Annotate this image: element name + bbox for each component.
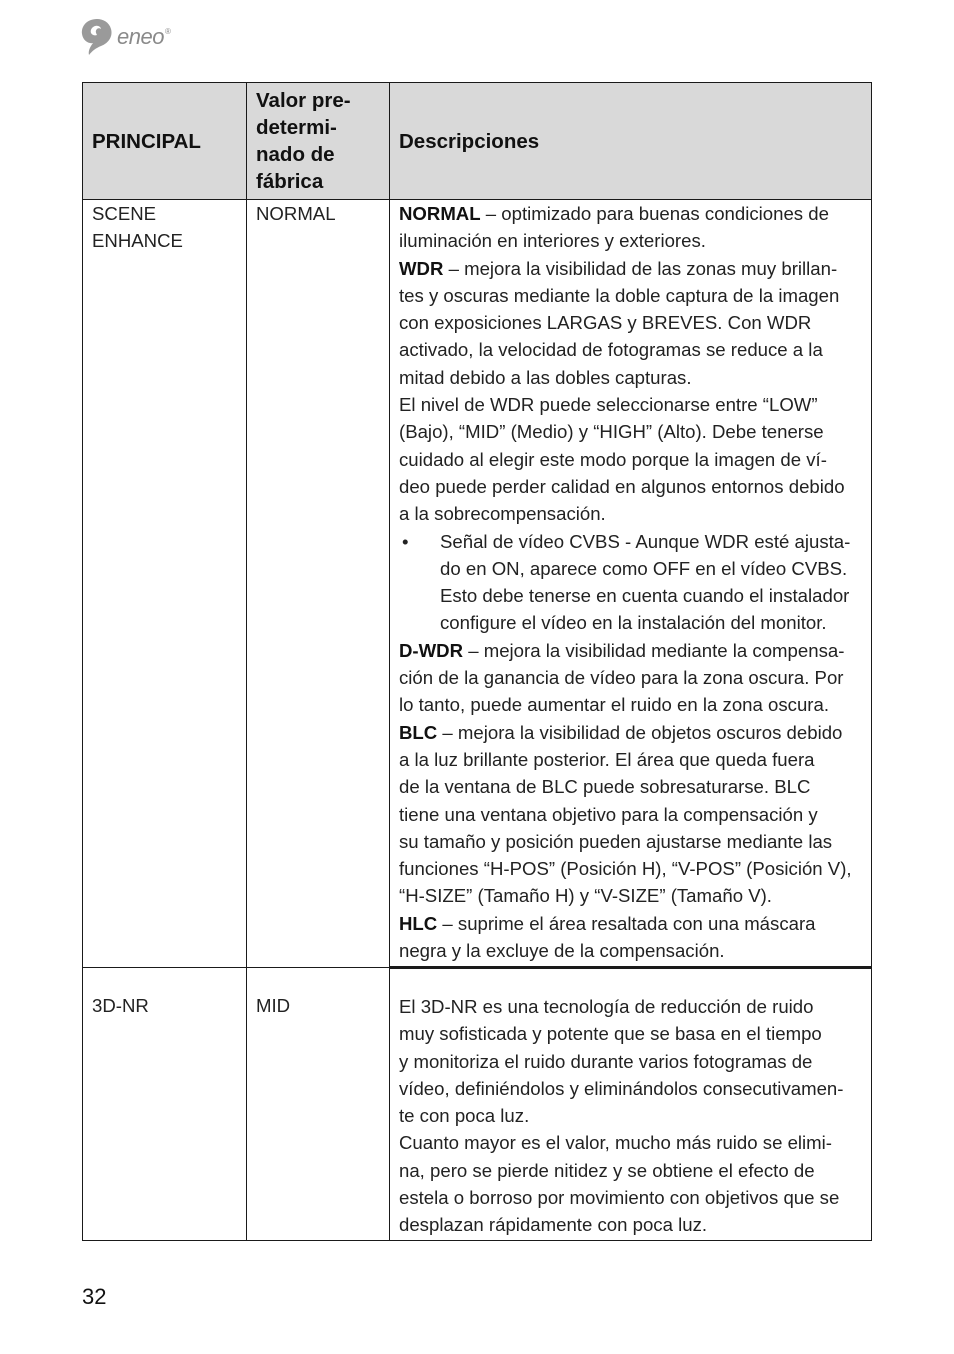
header-default-value: Valor pre- determi- nado de fábrica (247, 83, 390, 200)
header-descriptions: Descripciones (390, 83, 872, 200)
row-name: SCENE ENHANCE (83, 200, 247, 968)
row-default-value: MID (247, 968, 390, 1241)
eneo-logo-icon (80, 17, 114, 57)
desc-dwdr: D-WDR – mejora la visibilidad mediante la compensa- (399, 639, 845, 661)
bullet-cvbs: • Señal de vídeo CVBS - Aunque WDR esté ajusta- do en ON, aparece como OFF en el vídeo CVBS. Esto debe tenerse en cuenta cuando el instalador configure el vídeo en la instalación del monitor. (399, 528, 862, 637)
table-header-row (83, 83, 872, 200)
desc-wdr-level: El nivel de WDR puede seleccionarse entre “LOW” (399, 394, 818, 416)
row-description: NORMAL – optimizado para buenas condiciones de iluminación en interiores y exteriores. WDR – mejora la visibilidad de las zonas muy brillan- tes y oscuras mediante la doble captura de la imagen con exposiciones LARGAS y BREVES. Con WDR activado, la velocidad de fotogramas se reduce a la mitad debido a las dobles capturas. El nivel de WDR puede seleccionarse entre “LOW” (Bajo), “MID” (Medio) y “HIGH” (Alto). Debe tenerse cuidado al elegir este modo porque la imagen de ví- deo puede perder calidad en algunos entornos debido a la sobrecompensación. • Señal de vídeo CVBS - Aunque WDR esté ajusta- do en ON, aparece como OFF en el vídeo CVBS. Esto debe tenerse en cuenta cuando el instalador configure el vídeo en la instalación del monitor. D-WDR – mejora la visibilidad mediante la compensa- ción de la ganancia de vídeo para la zona oscura. Por lo tanto, puede aumentar el ruido en la zona oscura. BLC – mejora la visibilidad de objetos oscuros debido a la luz brillante posterior. El área que queda fuera de la ventana de BLC puede sobresaturarse. BLC tiene una ventana objetivo para la compensación y su tamaño y posición pueden ajustarse mediante las funciones “H-POS” (Posición H), “V-POS” (Posición V), “H-SIZE” (Tamaño H) y “V-SIZE” (Tamaño V). HLC – suprime el área resaltada con una máscara negra y la excluye de la compensación. (390, 200, 872, 968)
settings-table (82, 82, 872, 1241)
desc-hlc: HLC – suprime el área resaltada con una máscara (399, 912, 816, 934)
desc-normal: NORMAL – optimizado para buenas condiciones de (399, 203, 829, 224)
row-default-value: NORMAL (247, 200, 390, 968)
desc-wdr: WDR – mejora la visibilidad de las zonas muy brillan- (399, 257, 838, 279)
header-principal: PRINCIPAL (83, 83, 247, 200)
row-name: 3D-NR (83, 968, 247, 1241)
table-row-3d-nr (83, 968, 872, 1241)
brand-logo (80, 16, 170, 58)
row-description: El 3D-NR es una tecnología de reducción de ruido muy sofisticada y potente que se basa en el tiempo y monitoriza el ruido durante varios fotogramas de vídeo, definiéndolos y eliminándolos consecutivamen- te con poca luz. Cuanto mayor es el valor, mucho más ruido se elimi- na, pero se pierde nitidez y se obtiene el efecto de estela o borroso por movimiento con objetivos que se desplazan rápidamente con poca luz. (390, 968, 872, 1241)
logo-wordmark: eneo® (117, 24, 171, 49)
bullet-icon: • (402, 530, 409, 552)
table-row-scene-enhance (83, 200, 872, 968)
page-number: 32 (82, 1284, 107, 1309)
desc-blc: BLC – mejora la visibilidad de objetos oscuros debido (399, 721, 843, 743)
